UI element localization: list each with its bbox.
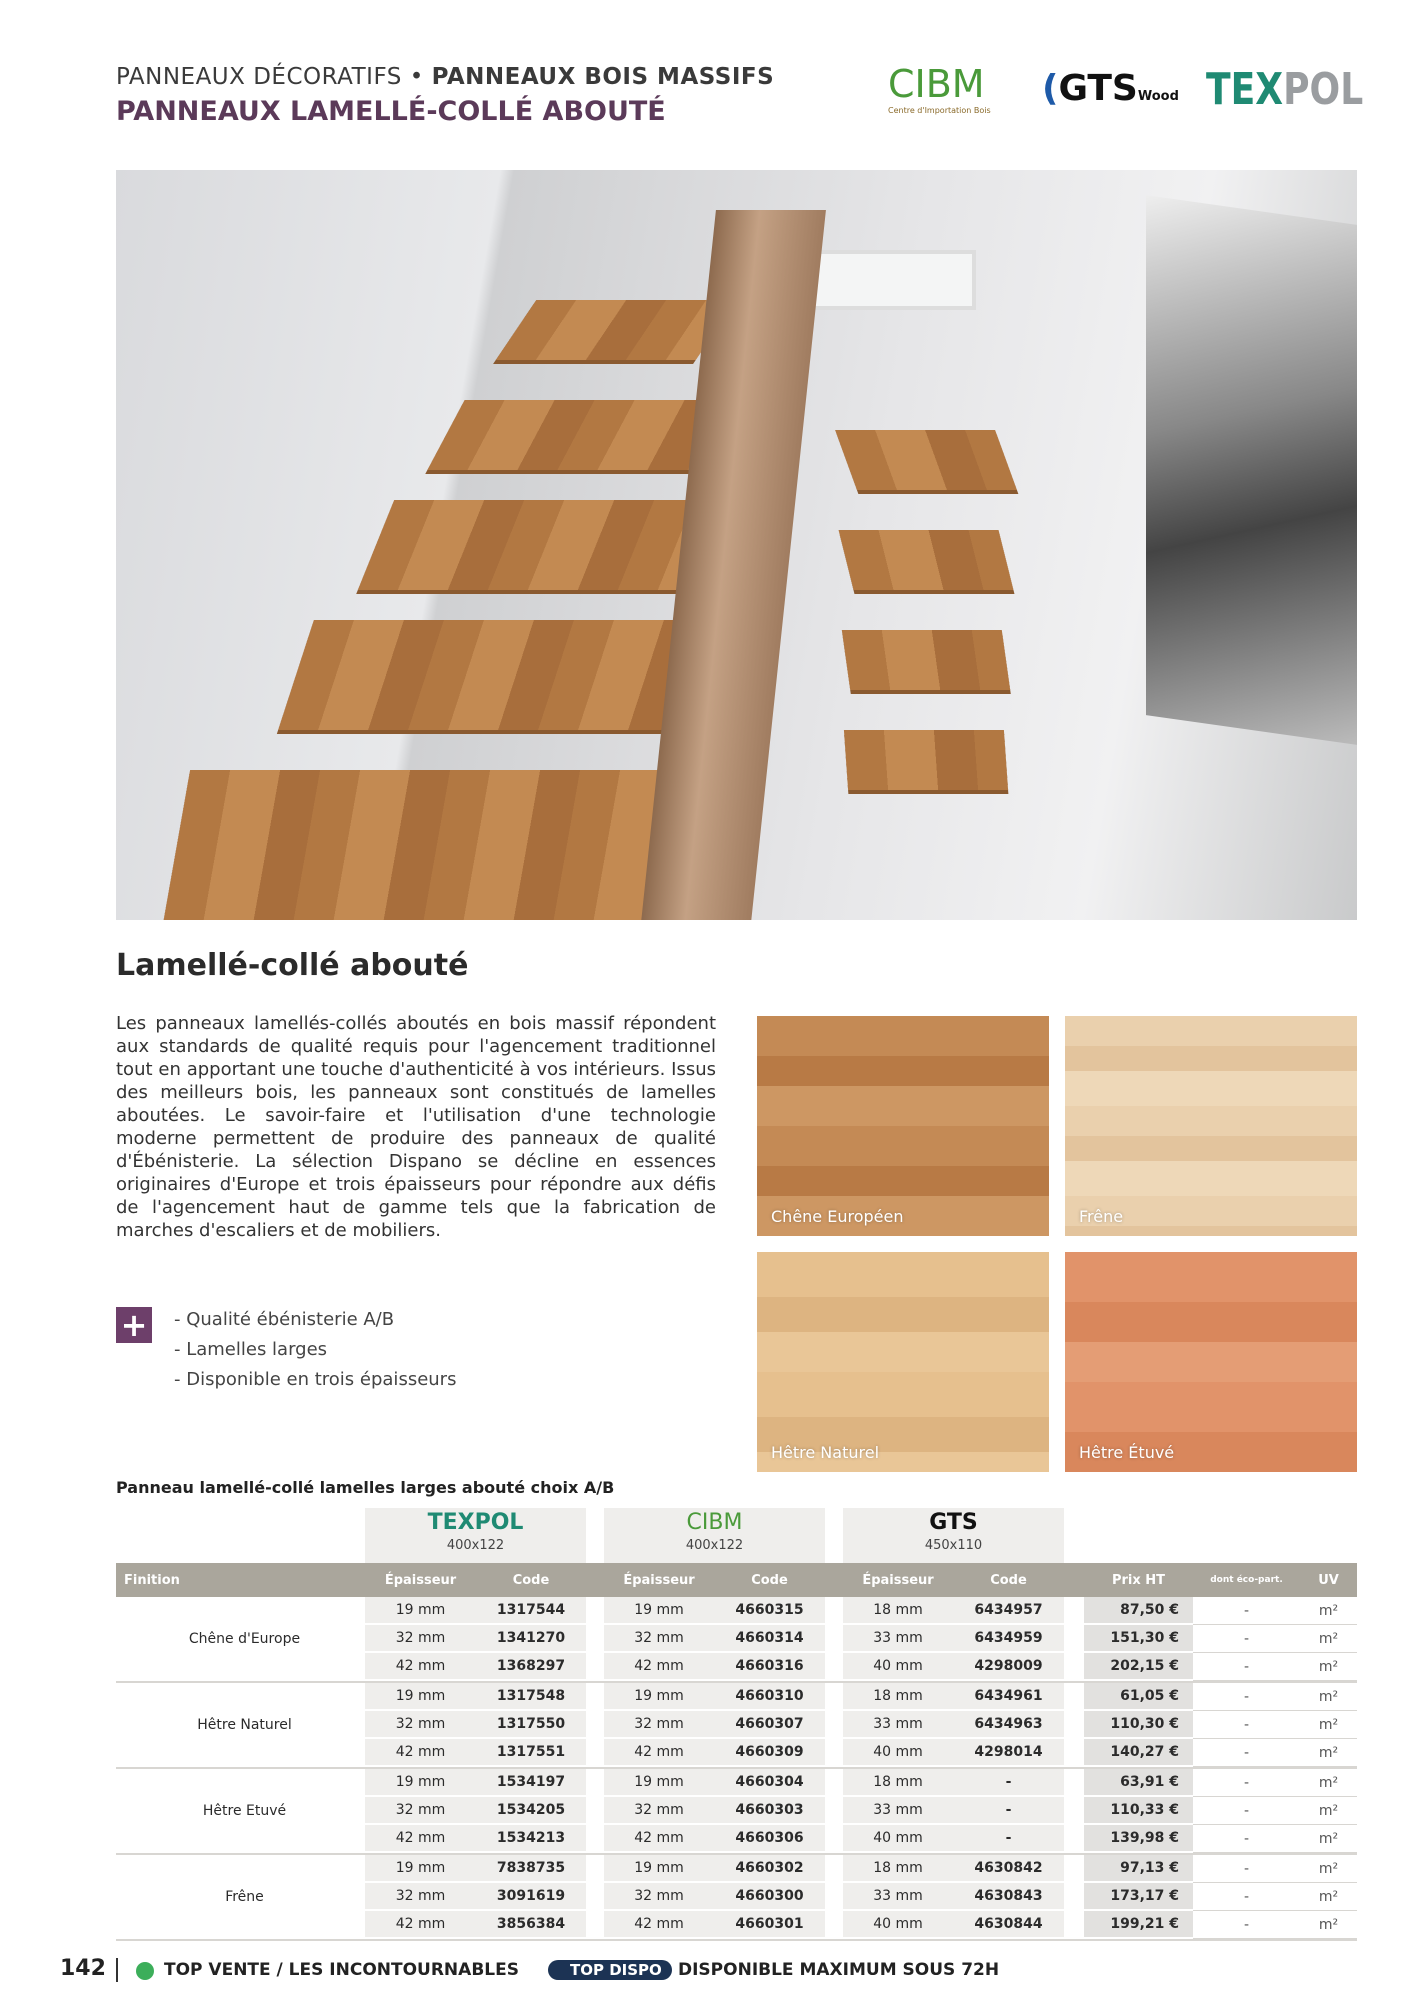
- uv-cell: m²: [1300, 1711, 1357, 1739]
- supplier-texpol: [365, 1508, 586, 1563]
- code-cell: 4660306: [714, 1825, 825, 1853]
- prix-cell: 139,98 €: [1084, 1825, 1193, 1853]
- epaisseur-cell: 19 mm: [365, 1597, 476, 1625]
- code-cell: 4630843: [953, 1883, 1064, 1911]
- section-title: Lamellé-collé abouté: [116, 948, 469, 983]
- supplier-size: 450x110: [924, 1538, 983, 1553]
- gts-logo-text: GTS: [1058, 68, 1138, 109]
- code-cell: -: [953, 1825, 1064, 1853]
- page-title: PANNEAUX LAMELLÉ-COLLÉ ABOUTÉ: [116, 96, 666, 127]
- uv-cell: m²: [1300, 1797, 1357, 1825]
- category: PANNEAUX DÉCORATIFS: [116, 64, 402, 90]
- eco-cell: -: [1193, 1625, 1300, 1653]
- swatch-label: Hêtre Naturel: [771, 1443, 880, 1462]
- epaisseur-cell: 42 mm: [365, 1653, 476, 1681]
- uv-cell: m²: [1300, 1825, 1357, 1853]
- epaisseur-cell: 32 mm: [604, 1797, 714, 1825]
- finition-cell: Hêtre Naturel: [197, 1717, 292, 1733]
- swatch-label: Hêtre Étuvé: [1079, 1443, 1175, 1462]
- code-cell: 1534205: [476, 1797, 586, 1825]
- divider: [116, 1958, 118, 1982]
- epaisseur-cell: 33 mm: [843, 1711, 953, 1739]
- price-table: [116, 1563, 1357, 1941]
- texpol-logo: [1206, 64, 1363, 115]
- code-cell: 4660303: [714, 1797, 825, 1825]
- epaisseur-cell: 32 mm: [365, 1883, 476, 1911]
- texpol-a: TEX: [1206, 64, 1284, 115]
- finition-cell: Hêtre Etuvé: [202, 1803, 287, 1819]
- code-cell: 6434961: [953, 1683, 1064, 1711]
- prix-cell: 63,91 €: [1084, 1769, 1193, 1797]
- epaisseur-cell: 19 mm: [365, 1683, 476, 1711]
- epaisseur-cell: 42 mm: [604, 1653, 714, 1681]
- uv-cell: m²: [1300, 1683, 1357, 1711]
- code-cell: 4630842: [953, 1855, 1064, 1883]
- bullet: - Qualité ébénisterie A/B: [174, 1309, 395, 1330]
- col-epaisseur: Épaisseur: [862, 1572, 934, 1588]
- cibm-logo-text: CIBM: [888, 62, 985, 106]
- epaisseur-cell: 18 mm: [843, 1855, 953, 1883]
- code-cell: -: [953, 1797, 1064, 1825]
- code-cell: 1317544: [476, 1597, 586, 1625]
- page-number: 142: [60, 1956, 106, 1981]
- code-cell: 4660304: [714, 1769, 825, 1797]
- prix-cell: 110,30 €: [1084, 1711, 1193, 1739]
- col-code: Code: [512, 1572, 550, 1588]
- eco-cell: -: [1193, 1825, 1300, 1853]
- swatch-label: Chêne Européen: [771, 1207, 904, 1226]
- col-prix: Prix HT: [1111, 1572, 1166, 1588]
- swatch-hetre-naturel: [757, 1252, 1049, 1472]
- supplier-name: CIBM: [686, 1510, 743, 1535]
- epaisseur-cell: 18 mm: [843, 1683, 953, 1711]
- epaisseur-cell: 19 mm: [604, 1683, 714, 1711]
- code-cell: 4298009: [953, 1653, 1064, 1681]
- col-eco: dont éco-part.: [1210, 1575, 1283, 1585]
- supplier-name: GTS: [929, 1510, 978, 1535]
- subcategory: PANNEAUX BOIS MASSIFS: [431, 64, 775, 90]
- gts-tagline: Wood: [1137, 89, 1179, 104]
- supplier-size: 400x122: [446, 1538, 505, 1553]
- top-vente-label: TOP VENTE / LES INCONTOURNABLES: [164, 1960, 519, 1980]
- code-cell: 4298014: [953, 1739, 1064, 1767]
- col-finition: Finition: [124, 1572, 180, 1588]
- prix-cell: 199,21 €: [1084, 1911, 1193, 1939]
- supplier-size: 400x122: [685, 1538, 744, 1553]
- staircase-photo: [116, 170, 1357, 920]
- code-cell: 4660314: [714, 1625, 825, 1653]
- texpol-b: POL: [1283, 64, 1364, 115]
- table-header: [116, 1563, 1357, 1597]
- swatch-frene: [1065, 1016, 1357, 1236]
- epaisseur-cell: 32 mm: [604, 1883, 714, 1911]
- eco-cell: -: [1193, 1797, 1300, 1825]
- epaisseur-cell: 19 mm: [365, 1769, 476, 1797]
- col-epaisseur: Épaisseur: [384, 1572, 457, 1588]
- code-cell: 1317548: [476, 1683, 586, 1711]
- supplier-cibm: [604, 1508, 825, 1563]
- code-cell: 4660307: [714, 1711, 825, 1739]
- epaisseur-cell: 42 mm: [365, 1739, 476, 1767]
- prix-cell: 61,05 €: [1084, 1683, 1193, 1711]
- code-cell: 6434963: [953, 1711, 1064, 1739]
- epaisseur-cell: 42 mm: [604, 1825, 714, 1853]
- epaisseur-cell: 33 mm: [843, 1797, 953, 1825]
- epaisseur-cell: 40 mm: [843, 1653, 953, 1681]
- code-cell: 4660316: [714, 1653, 825, 1681]
- epaisseur-cell: 40 mm: [843, 1825, 953, 1853]
- epaisseur-cell: 40 mm: [843, 1739, 953, 1767]
- code-cell: 1534213: [476, 1825, 586, 1853]
- finition-cell: Chêne d'Europe: [188, 1631, 301, 1647]
- green-dot-icon: [136, 1962, 154, 1980]
- code-cell: 1368297: [476, 1653, 586, 1681]
- epaisseur-cell: 18 mm: [843, 1769, 953, 1797]
- table-group: [116, 1597, 1357, 1683]
- uv-cell: m²: [1300, 1739, 1357, 1767]
- uv-cell: m²: [1300, 1597, 1357, 1625]
- swatch-label: Frêne: [1079, 1207, 1124, 1226]
- uv-cell: m²: [1300, 1883, 1357, 1911]
- code-cell: 1317551: [476, 1739, 586, 1767]
- separator: •: [409, 64, 424, 90]
- code-cell: 4660315: [714, 1597, 825, 1625]
- code-cell: 3091619: [476, 1883, 586, 1911]
- code-cell: 4660302: [714, 1855, 825, 1883]
- swatch-hetre-etuve: [1065, 1252, 1357, 1472]
- epaisseur-cell: 42 mm: [604, 1911, 714, 1939]
- eco-cell: -: [1193, 1653, 1300, 1681]
- table-title: Panneau lamellé-collé lamelles larges abouté choix A/B: [116, 1478, 615, 1497]
- cibm-tagline: Centre d'Importation Bois: [888, 106, 991, 115]
- epaisseur-cell: 32 mm: [604, 1711, 714, 1739]
- code-cell: 6434959: [953, 1625, 1064, 1653]
- prix-cell: 173,17 €: [1084, 1883, 1193, 1911]
- code-cell: 4660309: [714, 1739, 825, 1767]
- epaisseur-cell: 42 mm: [365, 1911, 476, 1939]
- epaisseur-cell: 19 mm: [604, 1855, 714, 1883]
- prix-cell: 97,13 €: [1084, 1855, 1193, 1883]
- eco-cell: -: [1193, 1597, 1300, 1625]
- uv-cell: m²: [1300, 1769, 1357, 1797]
- eco-cell: -: [1193, 1711, 1300, 1739]
- code-cell: -: [953, 1769, 1064, 1797]
- uv-cell: m²: [1300, 1625, 1357, 1653]
- epaisseur-cell: 19 mm: [604, 1597, 714, 1625]
- table-group: [116, 1769, 1357, 1855]
- prix-cell: 140,27 €: [1084, 1739, 1193, 1767]
- cibm-logo: [888, 62, 991, 115]
- prix-cell: 87,50 €: [1084, 1597, 1193, 1625]
- code-cell: 3856384: [476, 1911, 586, 1939]
- col-code: Code: [751, 1572, 788, 1588]
- uv-cell: m²: [1300, 1911, 1357, 1939]
- supplier-name: TEXPOL: [427, 1510, 524, 1535]
- swatch-chene: [757, 1016, 1049, 1236]
- prix-cell: 202,15 €: [1084, 1653, 1193, 1681]
- uv-cell: m²: [1300, 1653, 1357, 1681]
- code-cell: 4660310: [714, 1683, 825, 1711]
- supplier-gts: [843, 1508, 1064, 1563]
- prix-cell: 110,33 €: [1084, 1797, 1193, 1825]
- epaisseur-cell: 19 mm: [365, 1855, 476, 1883]
- code-cell: 4660300: [714, 1883, 825, 1911]
- top-dispo-badge: TOP DISPO: [548, 1960, 672, 1980]
- code-cell: 6434957: [953, 1597, 1064, 1625]
- table-group: [116, 1683, 1357, 1769]
- finition-cell: Frêne: [225, 1889, 264, 1905]
- prix-cell: 151,30 €: [1084, 1625, 1193, 1653]
- epaisseur-cell: 40 mm: [843, 1911, 953, 1939]
- code-cell: 4660301: [714, 1911, 825, 1939]
- col-epaisseur: Épaisseur: [623, 1572, 695, 1588]
- code-cell: 1317550: [476, 1711, 586, 1739]
- epaisseur-cell: 33 mm: [843, 1625, 953, 1653]
- code-cell: 7838735: [476, 1855, 586, 1883]
- epaisseur-cell: 19 mm: [604, 1769, 714, 1797]
- category-line: [116, 64, 774, 90]
- code-cell: 1534197: [476, 1769, 586, 1797]
- gts-logo: (GTSWood: [1042, 68, 1179, 109]
- plus-icon: +: [116, 1307, 152, 1343]
- eco-cell: -: [1193, 1911, 1300, 1939]
- epaisseur-cell: 33 mm: [843, 1883, 953, 1911]
- eco-cell: -: [1193, 1683, 1300, 1711]
- col-code: Code: [990, 1572, 1027, 1588]
- code-cell: 1341270: [476, 1625, 586, 1653]
- epaisseur-cell: 32 mm: [365, 1797, 476, 1825]
- dispo-text: DISPONIBLE MAXIMUM SOUS 72H: [678, 1960, 1000, 1980]
- epaisseur-cell: 18 mm: [843, 1597, 953, 1625]
- table-group: [116, 1855, 1357, 1941]
- bullet: - Disponible en trois épaisseurs: [174, 1369, 457, 1390]
- eco-cell: -: [1193, 1769, 1300, 1797]
- eco-cell: -: [1193, 1739, 1300, 1767]
- epaisseur-cell: 42 mm: [604, 1739, 714, 1767]
- epaisseur-cell: 32 mm: [365, 1711, 476, 1739]
- description: Les panneaux lamellés-collés aboutés en bois massif répondent aux standards de qualité requis pour l'agencement traditionnel tout en apportant une touche d'authenticité à vos intérieurs. Issus des meilleurs bois, les panneaux sont constitués de lamelles aboutées. Le savoir-faire et l'utilisation d'une technologie moderne permettent de produire des panneaux de qualité d'Ébénisterie. La sélection Dispano se décline en essences originaires d'Europe et trois épaisseurs pour répondre aux défis de l'agencement haut de gamme tels que la fabrication de marches d'escaliers et de mobiliers.: [116, 1013, 716, 1241]
- epaisseur-cell: 32 mm: [604, 1625, 714, 1653]
- col-uv: UV: [1318, 1572, 1339, 1588]
- eco-cell: -: [1193, 1883, 1300, 1911]
- bullet: - Lamelles larges: [174, 1339, 328, 1360]
- epaisseur-cell: 42 mm: [365, 1825, 476, 1853]
- code-cell: 4630844: [953, 1911, 1064, 1939]
- eco-cell: -: [1193, 1855, 1300, 1883]
- uv-cell: m²: [1300, 1855, 1357, 1883]
- epaisseur-cell: 32 mm: [365, 1625, 476, 1653]
